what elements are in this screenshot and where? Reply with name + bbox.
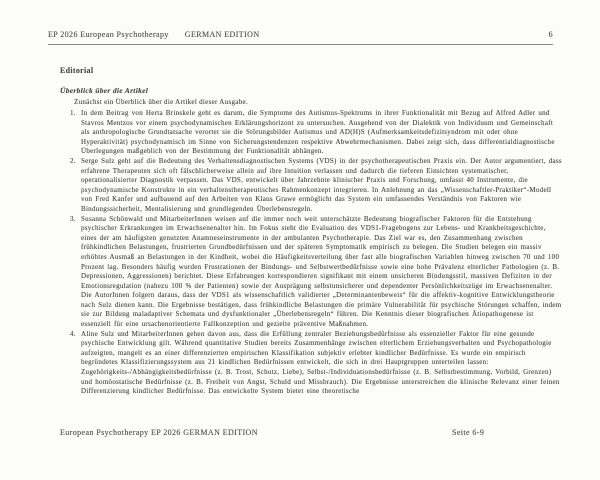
page-footer (0, 428, 600, 442)
article-item (70, 157, 562, 215)
footer-page-range: Seite 6-9 (452, 428, 485, 437)
intro-text: Zunächst ein Überblick über die Artikel dieser Ausgabe. (74, 98, 248, 106)
article-item (70, 215, 562, 330)
page-number: 6 (548, 30, 553, 39)
article-number: 3. (70, 214, 76, 223)
article-number: 4. (70, 329, 76, 338)
article-item (70, 330, 562, 397)
footer-journal: European Psychotherapy EP 2026 GERMAN EDITION (60, 428, 258, 437)
article-text: Susanna Schönwald und MitarbeiterInnen weisen auf die immer noch weit unterschätzte Bedeutung biografischer Faktoren für die Entstehung psychischer Erkrankungen im Erwachsenenalter hin. Im Fokus steht die Evaluation des VDS1-Fragebogens zur Lebens- und Krankheitsgeschichte, eines der am häufigsten genutzten Anamneseinstrumente in der ambulanten Psychotherapie. Das Ziel war es, den Zusammenhang zwischen frühkindlichen Belastungen, frustrierten Grundbedürfnissen und der späteren Symptomatik empirisch zu belegen. Die Studien belegen ein massiv erhöhtes Ausmaß an Belastungen in der Kindheit, wobei die Häufigkeitsverteilung über fast alle biografischen Variablen hinweg zwischen 70 und 100 Prozent lag. Besonders häufig wurden Frustrationen der Bindungs- und Selbstwertbedürfnisse sowie eine hohe Prävalenz elterlicher Pathologien (z. B. Depressionen, Aggressionen) berichtet. Diese Erfahrungen korrespondieren signifikant mit einem unsicheren Bindungsstil, massiven Defiziten in der Emotionsregulation (nahezu 100 % der Patienten) sowie der Ausprägung selbstunsicherer und dependenter Persönlichkeitszüge im Erwachsenenalter. Die AutorInnen folgern daraus, dass der VDS1 als wissenschaftlich validierter „Determinantenbeweis“ für die affektiv-kognitive Entwicklungstheorie nach Sulz dienen kann. Die Ergebnisse bestätigen, dass frühkindliche Belastungen die primäre Vulnerabilität für psychische Störungen schaffen, indem sie zur Bildung maladaptiver Schemata und dysfunktionaler „Überlebensregeln“ führen. Die Kenntnis dieser biografischen Ätiopathogenese ist essenziell für eine ursachenorientierte Fallkonzeption und gezielte präventive Maßnahmen. (81, 214, 562, 329)
article-item (70, 109, 562, 157)
journal-title: EP 2026 European Psychotherapy (48, 30, 169, 39)
article-text: Serge Sulz geht auf die Bedeutung des Verhaltensdiagnostischen Systems (VDS) in der psychotherapeutischen Praxis ein. Der Autor argumentiert, dass erfahrene Therapeuten sich oft fälschlicherweise allein auf ihre Intuition verlassen und dadurch die tieferen Einsichten systematischer, operationalisierter Diagnostik verpassen. Das VDS, entwickelt über Jahrzehnte klinischer Praxis und Forschung, umfasst 40 Instrumente, die psychodynamische Konstrukte in ein verhaltenstherapeutisches Rahmenkonzept integrieren. In Anlehnung an das „Wissenschaftler-Praktiker“-Modell von Fred Kanfer und aufbauend auf den Arbeiten von Klaus Grawe ermöglicht das System ein umfassendes Verständnis von Faktoren wie Bindungssicherheit, Mentalisierung und grundlegenden Überlebensregeln. (81, 156, 562, 213)
editorial-title: Editorial (60, 66, 94, 75)
article-list (70, 109, 562, 397)
page-header (48, 30, 553, 45)
article-number: 1. (70, 109, 76, 117)
edition-label: GERMAN EDITION (184, 30, 260, 39)
article-text: Aline Sulz und MitarbeiterInnen gehen davon aus, dass die Erfüllung zentraler Beziehungsbedürfnisse als essenzieller Faktor für eine gesunde psychische Entwicklung gilt. Während quantitative Studien bereits Zusammenhänge zwischen elterlichem Erziehungsverhalten und Psychopathologie aufzeigten, mangelt es an einer differenzierten empirischen Klassifikation subjektiv erlebter kindlicher Bedürfnisse. Es wurde ein empirisch begründetes Klassifizierungssystem aus 21 kindlichen Bedürfnissen entwickelt, die sich in drei Hauptgruppen unterteilen lassen: Zugehörigkeits-/Abhängigkeitsbedürfnisse (z. B. Trost, Schutz, Liebe), Selbst-/Individuationsbedürfnisse (z. B. Selbstbestimmung, Vorbild, Grenzen) und homöostatische Bedürfnisse (z. B. Freiheit von Angst, Schuld und Missbrauch). Die Ergebnisse unterstreichen die klinische Relevanz einer feinen Differenzierung kindlicher Bedürfnisse. Das entwickelte System bietet eine theoretische (81, 329, 560, 396)
section-heading: Überblick über die Artikel (60, 86, 149, 95)
article-text: In dem Beitrag von Herta Brinskele geht es darum, die Symptome des Autismus-Spektrums in ihrer Funktionalität mit Bezug auf Alfred Adler und Stavros Mentzos vor einem psychodynamischen Erklärungshorizont zu untersuchen. Ausgehend von der Dialektik von Individuum und Gemeinschaft als anthropologische Grundtatsache verortet sie die Störungsbilder Autismus und AD(H)S (Aufmerksamkeitsdefizitsyndrom mit oder ohne Hyperaktivität) psychodynamisch im Sinne von Sicherungstendenzen respektive Abwehrmechanismen. Dabei zeigt sich, dass differentialdiagnostische Überlegungen maßgeblich von der Bestimmung der Funktionalität abhängen. (81, 109, 555, 156)
article-number: 2. (70, 156, 76, 165)
